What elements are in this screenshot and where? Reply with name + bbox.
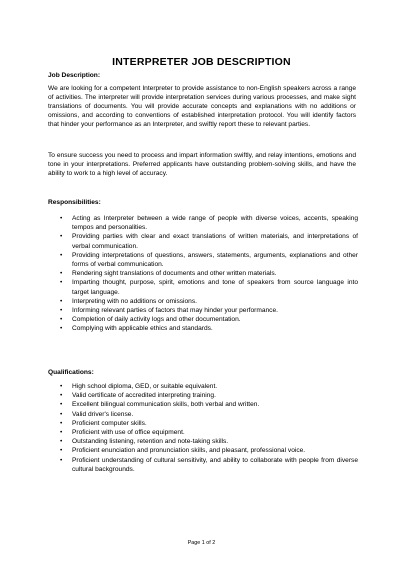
list-item [48, 446, 358, 455]
list-item [48, 278, 358, 296]
list-item [48, 391, 358, 400]
list-item-text: Proficient computer skills. [72, 419, 147, 427]
job-description-paragraph-1: We are looking for a competent Interpreter to provide assistance to non-English speakers across a range of activities. The interpreter will provide interpretation services during various processes, and make sight translations of documents. You will provide accurate concepts and explanations with no additions or omissions, and according to conventions of established interpretation protocol. You will identify factors that hinder your performance as an Interpreter, and swiftly report these to relevant parties. [48, 85, 356, 129]
list-item-text: Valid certificate of accredited interpreting training. [72, 392, 216, 400]
list-item-text: Interpreting with no additions or omissions. [72, 297, 197, 305]
bullet-icon: • [60, 307, 63, 315]
list-item [48, 232, 358, 250]
page-title: INTERPRETER JOB DESCRIPTION [112, 56, 291, 68]
bullet-icon: • [60, 297, 63, 305]
list-item [48, 419, 358, 428]
list-item [48, 306, 358, 315]
bullet-icon: • [60, 215, 63, 222]
bullet-icon: • [60, 279, 63, 287]
list-item-text: Proficient with use of office equipment. [72, 429, 185, 437]
responsibilities-heading: Responsibilities: [48, 199, 101, 206]
list-item-text: Imparting thought, purpose, spirit, emotions and tone of speakers from source language into target language. [72, 279, 358, 296]
list-item [48, 382, 358, 391]
list-item-text: Proficient enunciation and pronunciation skills, and pleasant, professional voice. [72, 447, 306, 455]
qualifications-heading: Qualifications: [48, 369, 94, 376]
responsibilities-list [48, 214, 358, 334]
bullet-icon: • [60, 251, 63, 259]
list-item [48, 400, 358, 409]
bullet-icon: • [60, 316, 63, 324]
list-item-text: Valid driver's license. [72, 410, 134, 418]
list-item [48, 214, 358, 232]
list-item [48, 410, 358, 419]
list-item-text: Completion of daily activity logs and other documentation. [72, 316, 241, 324]
bullet-icon: • [60, 447, 63, 455]
job-description-heading: Job Description: [48, 72, 101, 79]
list-item [48, 297, 358, 306]
list-item [48, 269, 358, 278]
list-item [48, 456, 358, 474]
list-item-text: Providing parties with clear and exact translations of written materials, and interpretations of verbal communication. [72, 233, 358, 250]
list-item [48, 324, 358, 333]
bullet-icon: • [60, 410, 63, 418]
list-item-text: High school diploma, GED, or suitable equivalent. [72, 383, 218, 390]
list-item-text: Proficient understanding of cultural sensitivity, and ability to collaborate with people from diverse cultural backgrounds. [72, 456, 358, 473]
page-number: Page 1 of 2 [187, 540, 216, 546]
bullet-icon: • [60, 392, 63, 400]
bullet-icon: • [60, 383, 63, 390]
qualifications-list [48, 382, 358, 474]
list-item-text: Providing interpretations of questions, answers, statements, arguments, explanations and other forms of verbal communication. [72, 251, 358, 269]
bullet-icon: • [60, 438, 63, 446]
list-item-text: Excellent bilingual communication skills, both verbal and written. [72, 401, 260, 409]
job-description-paragraph-2: To ensure success you need to process and impart information swiftly, and relay intentions, emotions and tone in your interpretations. Preferred applicants have outstanding problem-solving skills, and have the ability to work to a high level of accuracy. [48, 152, 356, 178]
list-item-text: Informing relevant parties of factors that may hinder your performance. [72, 307, 278, 315]
bullet-icon: • [60, 401, 63, 409]
bullet-icon: • [60, 325, 63, 333]
bullet-icon: • [60, 419, 63, 427]
list-item-text: Complying with applicable ethics and standards. [72, 325, 213, 333]
list-item-text: Acting as Interpreter between a wide range of people with diverse voices, accents, speaking tempos and personalities. [72, 215, 358, 232]
list-item-text: Outstanding listening, retention and note-taking skills. [72, 438, 229, 446]
list-item [48, 251, 358, 269]
list-item-text: Rendering sight translations of documents and other written materials. [72, 270, 277, 278]
bullet-icon: • [60, 456, 63, 464]
bullet-icon: • [60, 429, 63, 437]
bullet-icon: • [60, 233, 63, 241]
bullet-icon: • [60, 270, 63, 278]
list-item [48, 437, 358, 446]
list-item [48, 315, 358, 324]
list-item [48, 428, 358, 437]
